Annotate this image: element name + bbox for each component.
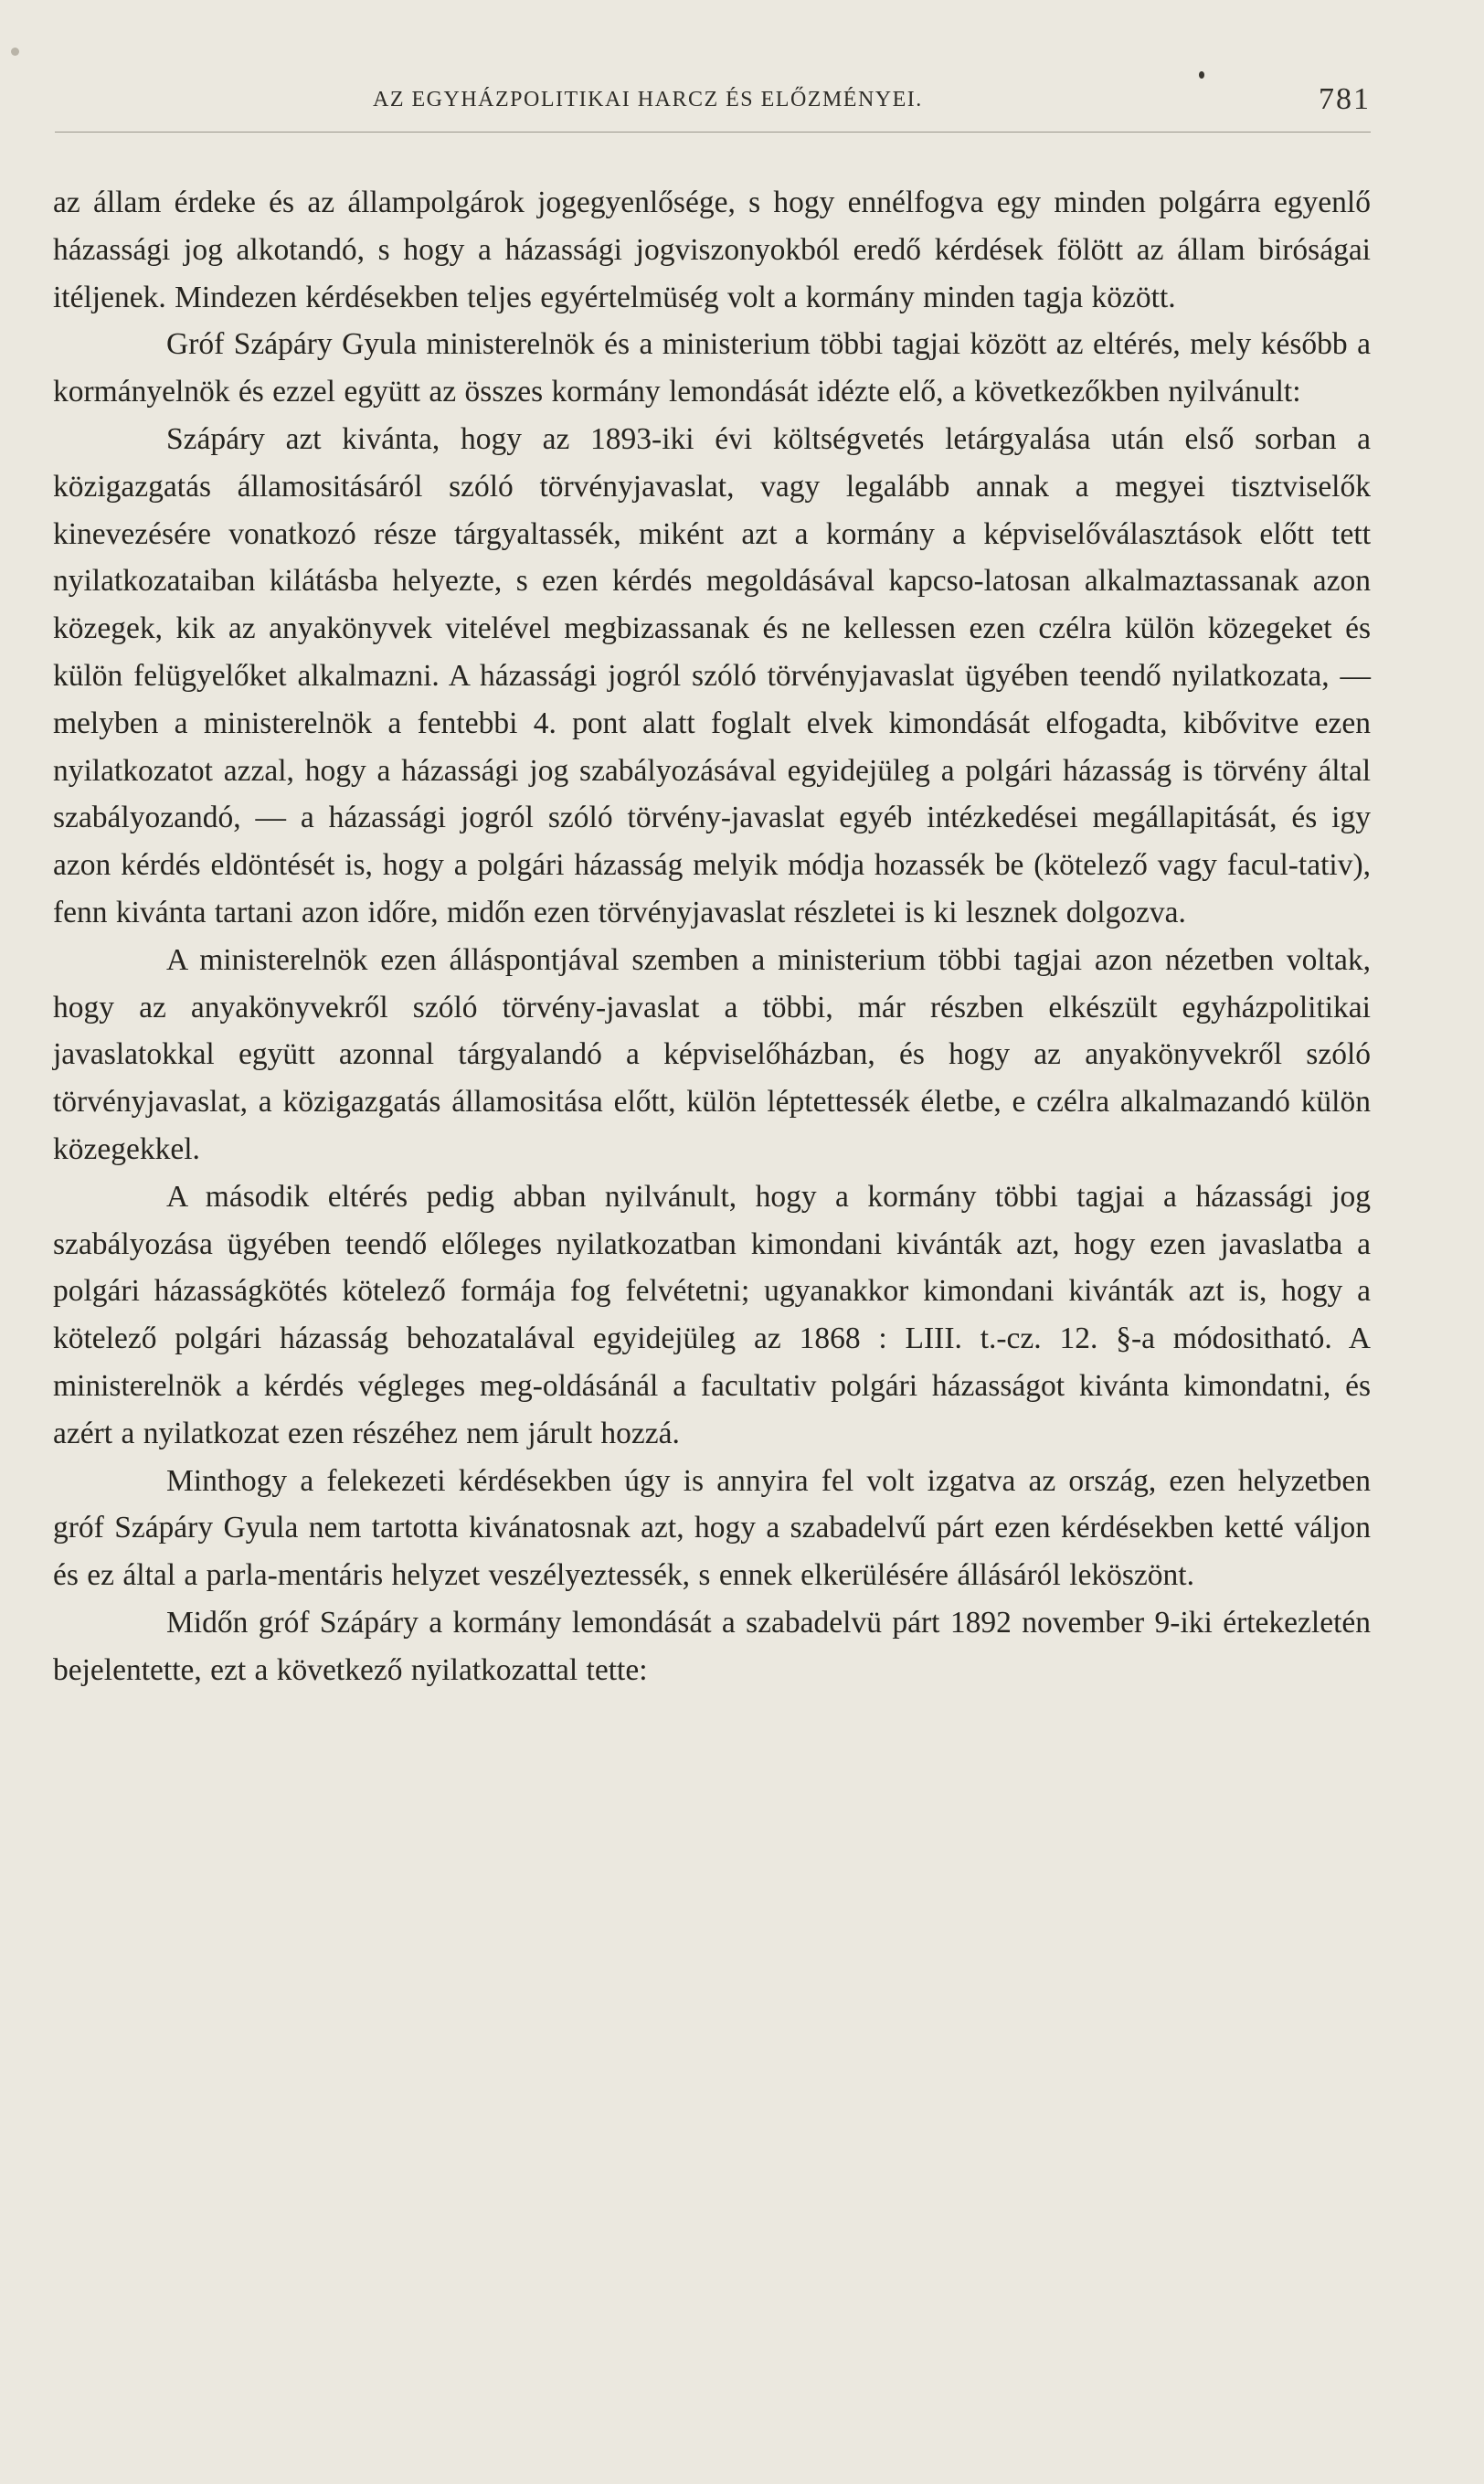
running-title: AZ EGYHÁZPOLITIKAI HARCZ ÉS ELŐZMÉNYEI. [373, 88, 923, 111]
body-text [53, 179, 1371, 1694]
page-number: 781 [1319, 82, 1371, 116]
paragraph: A ministerelnök ezen álláspontjával szemben a ministerium többi tagjai azon nézetben voltak, hogy az anyakönyvekről szóló törvény-javaslat a többi, már részben elkészült egyházpolitikai javaslatokkal együtt azonnal tárgyalandó a képviselőházban, és hogy az anyakönyvekről szóló törvényjavaslat, a közigazgatás államositása előtt, külön léptettessék életbe, e czélra alkalmazandó külön közegekkel. [53, 942, 1371, 1166]
print-speck [1199, 71, 1204, 79]
paragraph: Midőn gróf Szápáry a kormány lemondását a szabadelvü párt 1892 november 9-iki értekezletén bejelentette, ezt a következő nyilatkozattal tette: [53, 1605, 1371, 1687]
print-speck [11, 48, 19, 56]
running-header [55, 82, 1371, 128]
paragraph: Gróf Szápáry Gyula ministerelnök és a ministerium többi tagjai között az eltérés, mely később a kormányelnök és ezzel együtt az összes kormány lemondását idézte elő, a következőkben nyilvánult: [53, 327, 1371, 409]
paragraph-continuation: az állam érdeke és az állampolgárok jogegyenlősége, s hogy ennélfogva egy minden polgárra egyenlő házassági jog alkotandó, s hogy a házassági jogviszonyokból eredő kérdések fölött az állam biróságai itéljenek. Mindezen kérdésekben teljes egyértelmüség volt a kormány minden tagja között. [53, 186, 1371, 314]
paragraph: Minthogy a felekezeti kérdésekben úgy is annyira fel volt izgatva az ország, ezen helyzetben gróf Szápáry Gyula nem tartotta kivánatosnak azt, hogy a szabadelvű párt ezen kérdésekben ketté váljon és ez által a parla-mentáris helyzet veszélyeztessék, s ennek elkerülésére állásáról leköszönt. [53, 1463, 1371, 1593]
header-rule [55, 132, 1371, 133]
paragraph: A második eltérés pedig abban nyilvánult, hogy a kormány többi tagjai a házassági jog szabályozása ügyében teendő előleges nyilatkozatban kimondani kivánták azt, hogy ezen javaslatba a polgári házasságkötés kötelező formája fog felvétetni; ugyanakkor kimondani kivánták azt is, hogy a kötelező polgári házasság behozatalával egyidejüleg az 1868 : LIII. t.-cz. 12. §-a módositható. A ministerelnök a kérdés végleges meg-oldásánál a facultativ polgári házasságot kivánta kimondatni, és azért a nyilatkozat ezen részéhez nem járult hozzá. [53, 1179, 1371, 1450]
paragraph: Szápáry azt kivánta, hogy az 1893-iki évi költségvetés letárgyalása után első sorban a közigazgatás államositásáról szóló törvényjavaslat, vagy legalább annak a megyei tisztviselők kinevezésére vonatkozó része tárgyaltassék, miként azt a kormány a képviselőválasztások előtt tett nyilatkozataiban kilátásba helyezte, s ezen kérdés megoldásával kapcso-latosan alkalmaztassanak azon közegek, kik az anyakönyvek vitelével megbizassanak és ne kellessen ezen czélra külön közegeket és külön felügyelőket alkalmazni. A házassági jogról szóló törvényjavaslat ügyében teendő nyilatkozata, — melyben a ministerelnök a fentebbi 4. pont alatt foglalt elvek kimondását elfogadta, kibővitve ezen nyilatkozatot azzal, hogy a házassági jog szabályozásával egyidejüleg a polgári házasság is törvény által szabályozandó, — a házassági jogról szóló törvény-javaslat egyéb intézkedései megállapitását, és igy azon kérdés eldöntését is, hogy a polgári házasság melyik módja hozassék be (kötelező vagy facul-tativ), fenn kivánta tartani azon időre, midőn ezen törvényjavaslat részletei is ki lesznek dolgozva. [53, 421, 1371, 929]
